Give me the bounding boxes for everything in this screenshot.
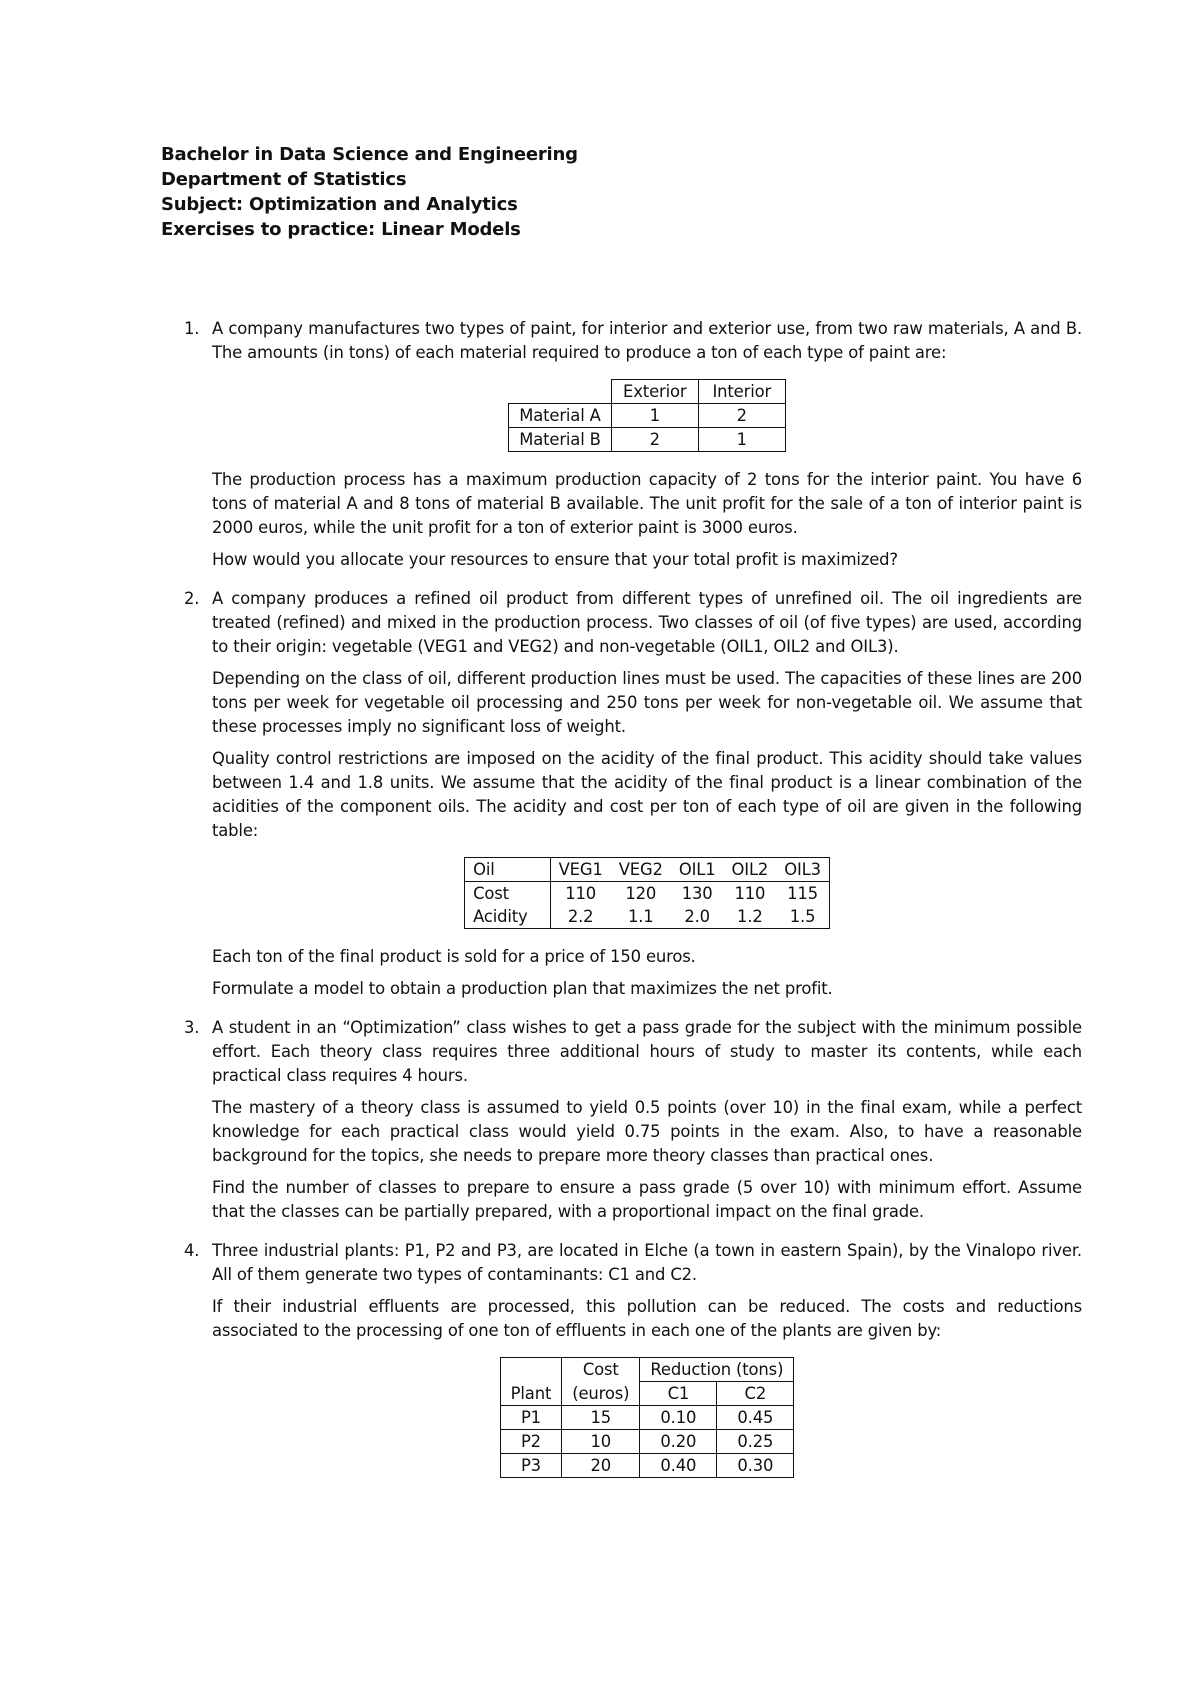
exercise-number: 2. (184, 589, 200, 608)
table-header: Reduction (tons) (640, 1358, 794, 1382)
table-header: OIL3 (776, 858, 829, 882)
table-cell: 1.1 (627, 907, 654, 926)
table-cell: 0.45 (717, 1406, 794, 1430)
exercise-number: 3. (184, 1018, 200, 1037)
row-label: P3 (500, 1454, 562, 1478)
exercise-2 (184, 587, 1082, 1001)
table-cell: 0.20 (640, 1430, 717, 1454)
paragraph: If their industrial effluents are processed, this pollution can be reduced. The costs and reductions associated to the processing of one ton of effluents in each one of the plants are given by: (212, 1297, 1082, 1340)
table-cell: 2 (611, 428, 698, 452)
table-cell: 0.30 (717, 1454, 794, 1478)
table-cell: 10 (562, 1430, 640, 1454)
table-header: OIL2 (724, 858, 777, 882)
document-header (161, 142, 578, 242)
paragraph: How would you allocate your resources to ensure that your total profit is maximized? (212, 550, 898, 569)
paragraph: Formulate a model to obtain a production plan that maximizes the net profit. (212, 979, 833, 998)
table-cell: 0.25 (717, 1430, 794, 1454)
table-header: C1 (640, 1382, 717, 1406)
exercise-3 (184, 1016, 1082, 1224)
table-header: Plant (500, 1382, 562, 1406)
table-header: VEG2 (611, 858, 671, 882)
table-row (465, 905, 830, 929)
table-row (500, 1430, 794, 1454)
subject: Subject: Optimization and Analytics (161, 194, 518, 215)
table-header-row (465, 858, 830, 882)
degree-title: Bachelor in Data Science and Engineering (161, 144, 578, 165)
row-label: Material A (509, 404, 612, 428)
table-cell: 1.2 (737, 907, 763, 926)
table-header-row (509, 380, 786, 404)
table-header: Cost (562, 1358, 640, 1382)
paragraph: Find the number of classes to prepare to ensure a pass grade (5 over 10) with minimum effort. Assume that the classes can be partially prepared, with a proportional impact on the final grade. (212, 1178, 1082, 1221)
plants-table (500, 1357, 795, 1478)
table-cell: 0.10 (640, 1406, 717, 1430)
table-cell: 20 (562, 1454, 640, 1478)
paragraph: The mastery of a theory class is assumed to yield 0.5 points (over 10) in the final exam, while a perfect knowledge for each practical class would yield 0.75 points in the exam. Also, to have a reasonable background for the topics, she needs to prepare more theory classes than practical ones. (212, 1098, 1082, 1165)
exercise-set-title: Exercises to practice: Linear Models (161, 219, 521, 240)
exercise-number: 4. (184, 1241, 200, 1260)
table-header: Exterior (611, 380, 698, 404)
table-row (509, 428, 786, 452)
table-cell: 110 (734, 884, 766, 903)
table-header: (euros) (562, 1382, 640, 1406)
row-label: Material B (509, 428, 612, 452)
table-cell: 130 (681, 884, 713, 903)
exercise-number: 1. (184, 319, 200, 338)
exercise-list (184, 317, 1082, 1494)
table-cell (500, 1358, 562, 1382)
table-cell: 2 (698, 404, 785, 428)
paragraph: A student in an “Optimization” class wishes to get a pass grade for the subject with the minimum possible effort. Each theory class requires three additional hours of study to master its contents, while each practical class requires 4 hours. (212, 1018, 1082, 1085)
table-cell: 110 (565, 884, 597, 903)
table-header: Oil (465, 858, 551, 882)
paragraph: Three industrial plants: P1, P2 and P3, are located in Elche (a town in eastern Spain), by the Vinalopo river. All of them generate two types of contaminants: C1 and C2. (212, 1241, 1082, 1284)
paragraph: Each ton of the final product is sold for a price of 150 euros. (212, 947, 696, 966)
table-cell: 2.0 (684, 907, 710, 926)
row-label: P1 (500, 1406, 562, 1430)
table-cell: 0.40 (640, 1454, 717, 1478)
table-cell: 15 (562, 1406, 640, 1430)
table-header: OIL1 (671, 858, 724, 882)
table-header: Interior (698, 380, 785, 404)
exercise-4 (184, 1239, 1082, 1478)
table-row (500, 1454, 794, 1478)
table-header: C2 (717, 1382, 794, 1406)
table-cell: 120 (625, 884, 657, 903)
table-header-row (500, 1382, 794, 1406)
table-cell: 1 (611, 404, 698, 428)
table-cell (509, 380, 612, 404)
table-row (500, 1406, 794, 1430)
row-label: Acidity (465, 905, 551, 929)
paragraph: Quality control restrictions are imposed on the acidity of the final product. This acidity should take values between 1.4 and 1.8 units. We assume that the acidity of the final product is a linear combination of the acidities of the component oils. The acidity and cost per ton of each type of oil are given in the following table: (212, 749, 1082, 840)
table-row (509, 404, 786, 428)
materials-table (508, 379, 786, 452)
row-label: P2 (500, 1430, 562, 1454)
table-header-row (500, 1358, 794, 1382)
table-cell: 1 (698, 428, 785, 452)
table-cell: 115 (787, 884, 818, 903)
oil-table (464, 857, 830, 929)
paragraph: A company manufactures two types of paint, for interior and exterior use, from two raw materials, A and B. The amounts (in tons) of each material required to produce a ton of each type of paint are: (212, 319, 1082, 362)
paragraph: A company produces a refined oil product from different types of unrefined oil. The oil ingredients are treated (refined) and mixed in the production process. Two classes of oil (of five types) are used, according to their origin: vegetable (VEG1 and VEG2) and non-vegetable (OIL1, OIL2 and OIL3). (212, 589, 1082, 656)
department: Department of Statistics (161, 169, 407, 190)
exercise-1 (184, 317, 1082, 572)
paragraph: The production process has a maximum production capacity of 2 tons for the interior paint. You have 6 tons of material A and 8 tons of material B available. The unit profit for the sale of a ton of interior paint is 2000 euros, while the unit profit for a ton of exterior paint is 3000 euros. (212, 470, 1082, 537)
paragraph: Depending on the class of oil, different production lines must be used. The capacities of these lines are 200 tons per week for vegetable oil processing and 250 tons per week for non-vegetable oil. We assume that these processes imply no significant loss of weight. (212, 669, 1082, 736)
table-cell: 1.5 (789, 907, 816, 926)
table-header: VEG1 (550, 858, 611, 882)
table-cell: 2.2 (567, 907, 594, 926)
row-label: Cost (465, 882, 551, 906)
table-row (465, 882, 830, 906)
